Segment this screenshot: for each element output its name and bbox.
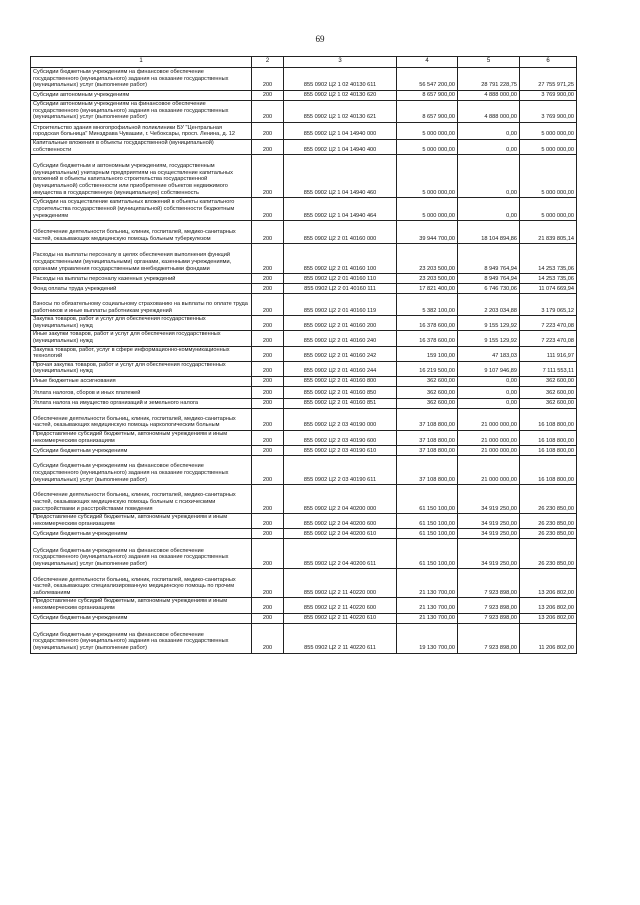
row-name-cell: Взносы по обязательному социальному страхованию на выплаты по оплате труда работников и иные выплаты работникам учреждений: [31, 294, 252, 316]
row-value-3-cell: 13 206 802,00: [520, 613, 577, 623]
row-kbk-cell: 855 0902 Ц2 2 01 40160 240: [284, 331, 397, 346]
table-row: [31, 514, 577, 529]
table-row: [31, 123, 577, 140]
table-row: [31, 198, 577, 221]
row-kbk-cell: 855 0902 Ц2 2 11 40220 610: [284, 613, 397, 623]
row-value-1-cell: 21 130 700,00: [397, 613, 458, 623]
row-kbk-cell: 855 0902 Ц2 2 04 40200 610: [284, 529, 397, 539]
row-value-1-cell: 5 000 000,00: [397, 198, 458, 221]
row-code-cell: 200: [252, 598, 284, 613]
row-name-cell: Иные закупки товаров, работ и услуг для обеспечения государственных (муниципальных) нужд: [31, 331, 252, 346]
table-row: [31, 331, 577, 346]
row-value-2-cell: 34 919 250,00: [458, 539, 520, 569]
row-value-2-cell: 21 000 000,00: [458, 456, 520, 485]
row-kbk-cell: 855 0902 Ц2 1 02 40130 620: [284, 91, 397, 101]
row-value-2-cell: 21 000 000,00: [458, 408, 520, 430]
table-row: [31, 244, 577, 274]
row-value-1-cell: 362 600,00: [397, 398, 458, 408]
row-value-3-cell: 3 769 900,00: [520, 101, 577, 123]
table-row: [31, 430, 577, 445]
header-cell: 3: [284, 57, 397, 68]
row-name-cell: Капитальные вложения в объекты государственной (муниципальной) собственности: [31, 140, 252, 155]
row-name-cell: Иные бюджетные ассигнования: [31, 376, 252, 386]
row-name-cell: Расходы на выплаты персоналу в целях обеспечения выполнения функций государственными (муниципальными) органами, казенными учреждениями, органами управления государственными внебюджетными фондами: [31, 244, 252, 274]
row-name-cell: Закупка товаров, работ, услуг в сфере информационно-коммуникационных технологий: [31, 346, 252, 361]
table-row: [31, 623, 577, 653]
row-value-2-cell: 47 183,03: [458, 346, 520, 361]
header-cell: 5: [458, 57, 520, 68]
table-row: [31, 361, 577, 376]
table-row: [31, 294, 577, 316]
budget-table-body: [31, 57, 577, 654]
row-code-cell: 200: [252, 485, 284, 514]
row-value-3-cell: 16 108 800,00: [520, 446, 577, 456]
row-code-cell: 200: [252, 68, 284, 91]
row-value-2-cell: 7 923 898,00: [458, 598, 520, 613]
row-value-3-cell: 3 769 900,00: [520, 91, 577, 101]
row-value-3-cell: 13 206 802,00: [520, 598, 577, 613]
table-row: [31, 398, 577, 408]
row-value-1-cell: 19 130 700,00: [397, 623, 458, 653]
row-value-3-cell: 14 253 735,06: [520, 274, 577, 284]
row-kbk-cell: 855 0902 Ц2 2 11 40220 611: [284, 623, 397, 653]
row-value-2-cell: 2 203 034,88: [458, 294, 520, 316]
row-kbk-cell: 855 0902 Ц2 2 01 40160 851: [284, 398, 397, 408]
budget-table: [30, 56, 577, 654]
row-name-cell: Обеспечение деятельности больниц, клиник, госпиталей, медико-санитарных частей, оказывающих медицинскую помощь больным туберкулезом: [31, 221, 252, 244]
row-kbk-cell: 855 0902 Ц2 2 01 40160 100: [284, 244, 397, 274]
row-kbk-cell: 855 0902 Ц2 1 02 40130 611: [284, 68, 397, 91]
row-code-cell: 200: [252, 456, 284, 485]
row-value-1-cell: 23 203 500,00: [397, 244, 458, 274]
row-value-3-cell: 362 600,00: [520, 386, 577, 398]
row-kbk-cell: 855 0902 Ц2 2 01 40160 850: [284, 386, 397, 398]
row-value-2-cell: 0,00: [458, 376, 520, 386]
row-code-cell: 200: [252, 331, 284, 346]
table-row: [31, 221, 577, 244]
row-code-cell: 200: [252, 569, 284, 598]
row-name-cell: Предоставление субсидий бюджетным, автономным учреждениям и иным некоммерческим организациям: [31, 598, 252, 613]
row-value-3-cell: 14 253 735,06: [520, 244, 577, 274]
table-row: [31, 569, 577, 598]
row-code-cell: 200: [252, 101, 284, 123]
table-row: [31, 539, 577, 569]
header-cell: 6: [520, 57, 577, 68]
row-value-2-cell: 0,00: [458, 155, 520, 198]
row-name-cell: Уплата налога на имущество организаций и земельного налога: [31, 398, 252, 408]
row-kbk-cell: 855 0902 Ц2 1 04 14940 460: [284, 155, 397, 198]
row-value-3-cell: 11 206 802,00: [520, 623, 577, 653]
row-value-2-cell: 9 155 129,92: [458, 316, 520, 331]
row-value-3-cell: 362 600,00: [520, 376, 577, 386]
row-value-2-cell: 21 000 000,00: [458, 446, 520, 456]
row-code-cell: 200: [252, 623, 284, 653]
row-value-1-cell: 37 108 800,00: [397, 408, 458, 430]
row-code-cell: 200: [252, 294, 284, 316]
row-code-cell: 200: [252, 316, 284, 331]
row-value-1-cell: 61 150 100,00: [397, 539, 458, 569]
row-code-cell: 200: [252, 244, 284, 274]
row-name-cell: Субсидии автономным учреждениям: [31, 91, 252, 101]
row-kbk-cell: 855 0902 Ц2 1 04 14940 000: [284, 123, 397, 140]
table-row: [31, 613, 577, 623]
row-code-cell: 200: [252, 446, 284, 456]
row-value-2-cell: 4 888 000,00: [458, 91, 520, 101]
table-row: [31, 316, 577, 331]
row-value-1-cell: 5 000 000,00: [397, 155, 458, 198]
row-value-2-cell: 9 107 946,89: [458, 361, 520, 376]
row-kbk-cell: 855 0902 Ц2 2 01 40160 111: [284, 284, 397, 294]
row-value-2-cell: 7 923 898,00: [458, 569, 520, 598]
row-value-2-cell: 18 104 894,86: [458, 221, 520, 244]
row-code-cell: 200: [252, 274, 284, 284]
row-kbk-cell: 855 0902 Ц2 2 01 40160 244: [284, 361, 397, 376]
row-code-cell: 200: [252, 529, 284, 539]
row-value-1-cell: 37 108 800,00: [397, 456, 458, 485]
row-value-3-cell: 26 230 850,00: [520, 485, 577, 514]
row-name-cell: Строительство здания многопрофильной поликлиники БУ "Центральная городская больница" Минздрава Чувашии, г. Чебоксары, просп. Ленина, д. 12: [31, 123, 252, 140]
row-value-1-cell: 21 130 700,00: [397, 569, 458, 598]
row-code-cell: 200: [252, 398, 284, 408]
row-value-3-cell: 16 108 800,00: [520, 430, 577, 445]
row-value-1-cell: 37 108 800,00: [397, 430, 458, 445]
row-value-1-cell: 23 203 500,00: [397, 274, 458, 284]
row-kbk-cell: 855 0902 Ц2 2 01 40160 800: [284, 376, 397, 386]
row-value-3-cell: 26 230 850,00: [520, 514, 577, 529]
row-kbk-cell: 855 0902 Ц2 2 01 40160 110: [284, 274, 397, 284]
row-value-3-cell: 5 000 000,00: [520, 123, 577, 140]
row-code-cell: 200: [252, 613, 284, 623]
row-name-cell: Субсидии бюджетным и автономным учреждениям, государственным (муниципальным) унитарным предприятиям на осуществление капитальных вложений в объекты капитального строительства государственной (муниципальной) собственности или приобретение объектов недвижимого имущества в государственную (муниципальную) собственность: [31, 155, 252, 198]
table-row: [31, 101, 577, 123]
row-value-2-cell: 6 746 730,06: [458, 284, 520, 294]
row-code-cell: 200: [252, 430, 284, 445]
row-value-2-cell: 8 949 764,94: [458, 274, 520, 284]
row-name-cell: Субсидии бюджетным учреждениям на финансовое обеспечение государственного (муниципального) задания на оказание государственных (муниципальных) услуг (выполнение работ): [31, 456, 252, 485]
row-value-3-cell: 5 000 000,00: [520, 198, 577, 221]
table-row: [31, 68, 577, 91]
row-name-cell: Предоставление субсидий бюджетным, автономным учреждениям и иным некоммерческим организациям: [31, 514, 252, 529]
row-value-2-cell: 7 923 898,00: [458, 623, 520, 653]
row-value-3-cell: 26 230 850,00: [520, 529, 577, 539]
row-name-cell: Субсидии бюджетным учреждениям: [31, 613, 252, 623]
row-code-cell: 200: [252, 140, 284, 155]
row-code-cell: 200: [252, 123, 284, 140]
row-value-2-cell: 0,00: [458, 123, 520, 140]
table-row: [31, 346, 577, 361]
table-row: [31, 376, 577, 386]
row-kbk-cell: 855 0902 Ц2 2 01 40160 000: [284, 221, 397, 244]
page-number: 69: [315, 34, 325, 44]
row-name-cell: Обеспечение деятельности больниц, клиник, госпиталей, медико-санитарных частей, оказывающих специализированную медицинскую помощь по прочим заболеваниям: [31, 569, 252, 598]
table-row: [31, 446, 577, 456]
row-name-cell: Обеспечение деятельности больниц, клиник, госпиталей, медико-санитарных частей, оказывающих медицинскую помощь больным с психическими расстройствами и расстройствами поведения: [31, 485, 252, 514]
row-value-3-cell: 362 600,00: [520, 398, 577, 408]
row-name-cell: Субсидии бюджетным учреждениям на финансовое обеспечение государственного (муниципального) задания на оказание государственных (муниципальных) услуг (выполнение работ): [31, 623, 252, 653]
row-code-cell: 200: [252, 386, 284, 398]
row-value-3-cell: 27 755 971,25: [520, 68, 577, 91]
row-kbk-cell: 855 0902 Ц2 1 04 14940 464: [284, 198, 397, 221]
row-value-1-cell: 21 130 700,00: [397, 598, 458, 613]
row-value-2-cell: 34 919 250,00: [458, 514, 520, 529]
row-name-cell: Фонд оплаты труда учреждений: [31, 284, 252, 294]
row-value-1-cell: 39 944 700,00: [397, 221, 458, 244]
row-value-1-cell: 159 100,00: [397, 346, 458, 361]
row-name-cell: Субсидии на осуществление капитальных вложений в объекты капитального строительства государственной (муниципальной) собственности бюджетным учреждениям: [31, 198, 252, 221]
row-kbk-cell: 855 0902 Ц2 2 01 40160 242: [284, 346, 397, 361]
table-header-row: [31, 57, 577, 68]
row-value-2-cell: 34 919 250,00: [458, 529, 520, 539]
row-code-cell: 200: [252, 91, 284, 101]
row-value-3-cell: 11 074 669,94: [520, 284, 577, 294]
row-value-3-cell: 5 000 000,00: [520, 140, 577, 155]
table-row: [31, 274, 577, 284]
row-value-3-cell: 5 000 000,00: [520, 155, 577, 198]
row-kbk-cell: 855 0902 Ц2 2 03 40190 600: [284, 430, 397, 445]
row-value-3-cell: 3 179 065,12: [520, 294, 577, 316]
row-code-cell: 200: [252, 514, 284, 529]
table-row: [31, 284, 577, 294]
row-code-cell: 200: [252, 376, 284, 386]
row-code-cell: 200: [252, 346, 284, 361]
row-value-2-cell: 4 888 000,00: [458, 101, 520, 123]
row-value-1-cell: 61 150 100,00: [397, 485, 458, 514]
row-name-cell: Предоставление субсидий бюджетным, автономным учреждениям и иным некоммерческим организациям: [31, 430, 252, 445]
row-kbk-cell: 855 0902 Ц2 2 03 40190 611: [284, 456, 397, 485]
row-code-cell: 200: [252, 198, 284, 221]
row-code-cell: 200: [252, 539, 284, 569]
row-value-1-cell: 5 000 000,00: [397, 140, 458, 155]
row-code-cell: 200: [252, 408, 284, 430]
table-row: [31, 91, 577, 101]
row-value-3-cell: 7 223 470,08: [520, 316, 577, 331]
row-code-cell: 200: [252, 155, 284, 198]
row-code-cell: 200: [252, 284, 284, 294]
row-name-cell: Субсидии автономным учреждениям на финансовое обеспечение государственного (муниципального) задания на оказание государственных (муниципальных) услуг (выполнение работ): [31, 101, 252, 123]
table-row: [31, 456, 577, 485]
row-name-cell: Обеспечение деятельности больниц, клиник, госпиталей, медико-санитарных частей, оказывающих медицинскую помощь наркологическим больным: [31, 408, 252, 430]
row-value-2-cell: 0,00: [458, 140, 520, 155]
row-value-2-cell: 9 155 129,92: [458, 331, 520, 346]
row-value-1-cell: 8 657 900,00: [397, 91, 458, 101]
table-row: [31, 140, 577, 155]
row-name-cell: Прочая закупка товаров, работ и услуг для обеспечения государственных (муниципальных) нужд: [31, 361, 252, 376]
row-name-cell: Расходы на выплаты персоналу казенных учреждений: [31, 274, 252, 284]
row-value-1-cell: 5 000 000,00: [397, 123, 458, 140]
row-value-3-cell: 7 223 470,08: [520, 331, 577, 346]
table-row: [31, 598, 577, 613]
row-kbk-cell: 855 0902 Ц2 2 11 40220 000: [284, 569, 397, 598]
row-value-1-cell: 16 219 500,00: [397, 361, 458, 376]
row-value-1-cell: 61 150 100,00: [397, 529, 458, 539]
row-value-1-cell: 56 547 200,00: [397, 68, 458, 91]
row-code-cell: 200: [252, 221, 284, 244]
row-value-3-cell: 7 111 553,11: [520, 361, 577, 376]
row-value-2-cell: 0,00: [458, 198, 520, 221]
row-value-3-cell: 21 839 805,14: [520, 221, 577, 244]
row-kbk-cell: 855 0902 Ц2 1 02 40130 621: [284, 101, 397, 123]
row-value-1-cell: 16 378 600,00: [397, 316, 458, 331]
row-kbk-cell: 855 0902 Ц2 1 04 14940 400: [284, 140, 397, 155]
row-code-cell: 200: [252, 361, 284, 376]
header-cell: 4: [397, 57, 458, 68]
row-name-cell: Субсидии бюджетным учреждениям: [31, 446, 252, 456]
row-value-2-cell: 8 949 764,94: [458, 244, 520, 274]
table-row: [31, 529, 577, 539]
row-value-1-cell: 362 600,00: [397, 386, 458, 398]
row-kbk-cell: 855 0902 Ц2 2 03 40190 000: [284, 408, 397, 430]
row-name-cell: Субсидии бюджетным учреждениям на финансовое обеспечение государственного (муниципального) задания на оказание государственных (муниципальных) услуг (выполнение работ): [31, 68, 252, 91]
row-value-1-cell: 37 108 800,00: [397, 446, 458, 456]
row-value-3-cell: 111 916,97: [520, 346, 577, 361]
row-kbk-cell: 855 0902 Ц2 2 04 40200 611: [284, 539, 397, 569]
row-kbk-cell: 855 0902 Ц2 2 01 40160 119: [284, 294, 397, 316]
row-kbk-cell: 855 0902 Ц2 2 04 40200 600: [284, 514, 397, 529]
row-kbk-cell: 855 0902 Ц2 2 04 40200 000: [284, 485, 397, 514]
row-value-3-cell: 26 230 850,00: [520, 539, 577, 569]
row-name-cell: Субсидии бюджетным учреждениям на финансовое обеспечение государственного (муниципального) задания на оказание государственных (муниципальных) услуг (выполнение работ): [31, 539, 252, 569]
row-value-1-cell: 17 821 400,00: [397, 284, 458, 294]
row-value-3-cell: 16 108 800,00: [520, 408, 577, 430]
row-value-1-cell: 362 600,00: [397, 376, 458, 386]
row-value-2-cell: 34 919 250,00: [458, 485, 520, 514]
row-kbk-cell: 855 0902 Ц2 2 01 40160 200: [284, 316, 397, 331]
table-row: [31, 386, 577, 398]
row-value-3-cell: 16 108 800,00: [520, 456, 577, 485]
row-value-1-cell: 61 150 100,00: [397, 514, 458, 529]
row-value-2-cell: 7 923 898,00: [458, 613, 520, 623]
row-value-2-cell: 0,00: [458, 386, 520, 398]
table-row: [31, 485, 577, 514]
row-name-cell: Закупка товаров, работ и услуг для обеспечения государственных (муниципальных) нужд: [31, 316, 252, 331]
row-name-cell: Субсидии бюджетным учреждениям: [31, 529, 252, 539]
row-value-1-cell: 5 382 100,00: [397, 294, 458, 316]
header-cell: 2: [252, 57, 284, 68]
header-cell: 1: [31, 57, 252, 68]
row-kbk-cell: 855 0902 Ц2 2 03 40190 610: [284, 446, 397, 456]
row-value-3-cell: 13 206 802,00: [520, 569, 577, 598]
row-value-1-cell: 16 378 600,00: [397, 331, 458, 346]
row-kbk-cell: 855 0902 Ц2 2 11 40220 600: [284, 598, 397, 613]
table-row: [31, 408, 577, 430]
table-row: [31, 155, 577, 198]
row-value-2-cell: 28 791 228,75: [458, 68, 520, 91]
row-value-1-cell: 8 657 900,00: [397, 101, 458, 123]
row-value-2-cell: 21 000 000,00: [458, 430, 520, 445]
row-value-2-cell: 0,00: [458, 398, 520, 408]
row-name-cell: Уплата налогов, сборов и иных платежей: [31, 386, 252, 398]
